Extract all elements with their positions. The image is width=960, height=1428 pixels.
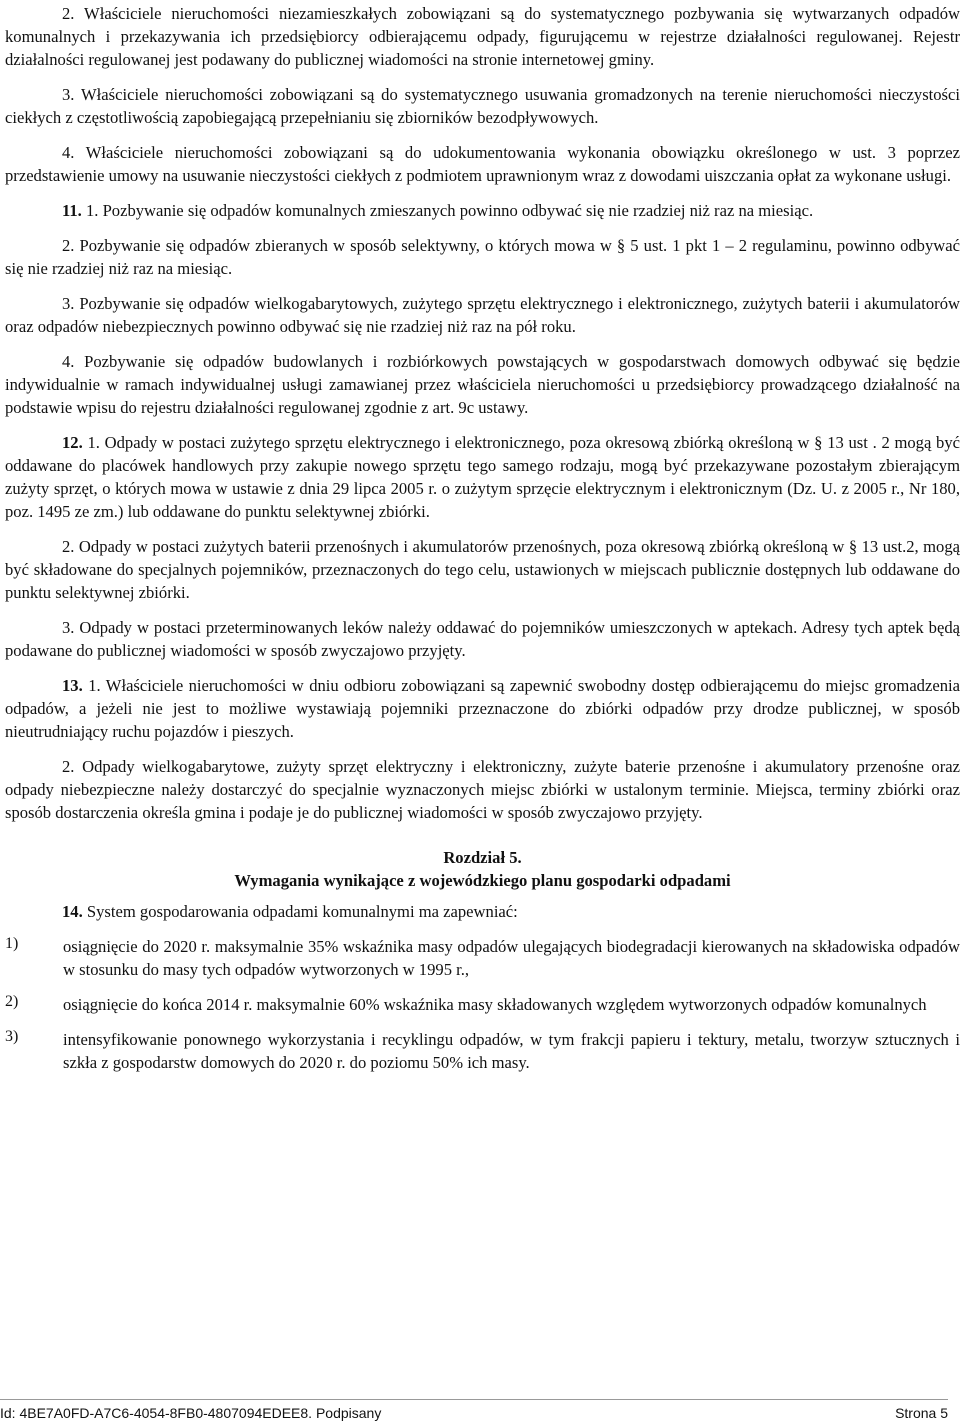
chapter-title: Rozdział 5. [443,848,522,867]
footer-divider [0,1399,948,1400]
section-14-intro: 14. System gospodarowania odpadami komunalnymi ma zapewniać: [62,902,518,921]
section-11-number: 11. [62,201,82,220]
list-item-text: osiągnięcie do końca 2014 r. maksymalnie 60% wskaźnika masy składowanych względem wytworzonych odpadów komunalnych [63,995,927,1014]
section-11-p3: 3. Pozbywanie się odpadów wielkogabarytowych, zużytego sprzętu elektrycznego i elektronicznego, zużytych baterii i akumulatorów oraz odpadów niebezpiecznych powinno odbywać się nie rzadziej niż raz na pół roku. [5,294,960,336]
section-13-p2: 2. Odpady wielkogabarytowe, zużyty sprzęt elektryczny i elektroniczny, zużyte baterie przenośne i akumulatory przenośne oraz odpady niebezpieczne należy dostarczyć do specjalnie wyznaczonych miejsc zbiórki w ustalonym terminie. Miejsca, terminy zbiórki oraz sposób dostarczenia określa gmina i podaje je do publicznej wiadomości w sposób zwyczajowo przyjęty. [5,757,960,822]
page-footer [0,1405,948,1421]
section-11-p2: 2. Pozbywanie się odpadów zbieranych w sposób selektywny, o których mowa w § 5 ust. 1 pkt 1 – 2 regulaminu, powinno odbywać się nie rzadziej niż raz na miesiąc. [5,236,960,278]
section-12-number: 12. [62,433,83,452]
list-item-text: intensyfikowanie ponownego wykorzystania i recyklingu odpadów, w tym frakcji papieru i tektury, metalu, tworzyw sztucznych i szkła z gospodarstw domowych do 2020 r. do poziomu 50% ich masy. [63,1030,960,1072]
list-item-number: 1) [5,935,19,952]
list-item-number: 2) [5,993,19,1010]
section-14-number: 14. [62,902,83,921]
list-item-text: osiągnięcie do 2020 r. maksymalnie 35% wskaźnika masy odpadów ulegających biodegradacji kierowanych na składowiska odpadów w stosunku do masy tych odpadów wytworzonych w 1995 r., [63,937,960,979]
section-12-p1: 12. 1. Odpady w postaci zużytego sprzętu elektrycznego i elektronicznego, poza okresową zbiórką określoną w § 13 ust . 2 mogą być oddawane do placówek handlowych przy zakupie nowego sprzętu tego samego rodzaju, mogą być przekazywane pozostałym zbierającym zużyty sprzęt, o których mowa w ustawie z dnia 29 lipca 2005 r. o zużytym sprzęcie elektrycznym i elektronicznym (Dz. U. z 2005 r., Nr 180, poz. 1495 ze zm.) lub oddawane do punktu selektywnej zbiórki. [5,433,960,521]
paragraph-4: 4. Właściciele nieruchomości zobowiązani są do udokumentowania wykonania obowiązku określonego w ust. 3 poprzez przedstawienie umowy na usuwanie nieczystości ciekłych z podmiotem uprawnionym wraz z dowodami uiszczania opłat za wykonane usługi. [5,143,960,185]
list-item [5,935,960,981]
paragraph-2: 2. Właściciele nieruchomości niezamieszkałych zobowiązani są do systematycznego pozbywania się wytwarzanych odpadów komunalnych i przekazywania ich przedsiębiorcy odbierającemu odpady, figurującemu w rejestrze działalności regulowanej. Rejestr działalności regulowanej jest podawany do publicznej wiadomości na stronie internetowej gminy. [5,4,960,69]
document-page [5,0,960,1074]
list-item [5,1028,960,1074]
chapter-subtitle: Wymagania wynikające z wojewódzkiego planu gospodarki odpadami [234,871,731,890]
list-item-number: 3) [5,1028,19,1045]
document-id: Id: 4BE7A0FD-A7C6-4054-8FB0-4807094EDEE8. Podpisany [0,1405,382,1421]
section-11-p4: 4. Pozbywanie się odpadów budowlanych i rozbiórkowych powstających w gospodarstwach domowych odbywać się będzie indywidualnie w ramach indywidualnej usługi zamawianej przez właściciela nieruchomości u przedsiębiorcy prowadzącego działalność na podstawie wpisu do rejestru działalności regulowanej zgodnie z art. 9c ustawy. [5,352,960,417]
page-number: Strona 5 [895,1405,948,1421]
section-12-p2: 2. Odpady w postaci zużytych baterii przenośnych i akumulatorów przenośnych, poza okresową zbiórką określoną w § 13 ust.2, mogą być składowane do specjalnych pojemników, przeznaczonych do tego celu, ustawionych w miejscach publicznie dostępnych lub oddawane do punktu selektywnej zbiórki. [5,537,960,602]
section-13-number: 13. [62,676,83,695]
section-13-p1: 13. 1. Właściciele nieruchomości w dniu odbioru zobowiązani są zapewnić swobodny dostęp odbierającemu do miejsc gromadzenia odpadów, a jeżeli nie jest to możliwe wystawiają pojemniki przeznaczone do zbiórki odpadów przy drodze publicznej, w sposób nieutrudniający ruchu pojazdów i pieszych. [5,676,960,741]
section-11-p1: 11. 1. Pozbywanie się odpadów komunalnych zmieszanych powinno odbywać się nie rzadziej niż raz na miesiąc. [62,201,814,220]
list-item [5,993,960,1016]
section-12-p3: 3. Odpady w postaci przeterminowanych leków należy oddawać do pojemników umieszczonych w aptekach. Adresy tych aptek będą podawane do publicznej wiadomości w sposób zwyczajowo przyjęty. [5,618,960,660]
paragraph-3: 3. Właściciele nieruchomości zobowiązani są do systematycznego usuwania gromadzonych na terenie nieruchomości nieczystości ciekłych z częstotliwością zapobiegającą przepełnianiu się zbiorników bezodpływowych. [5,85,960,127]
